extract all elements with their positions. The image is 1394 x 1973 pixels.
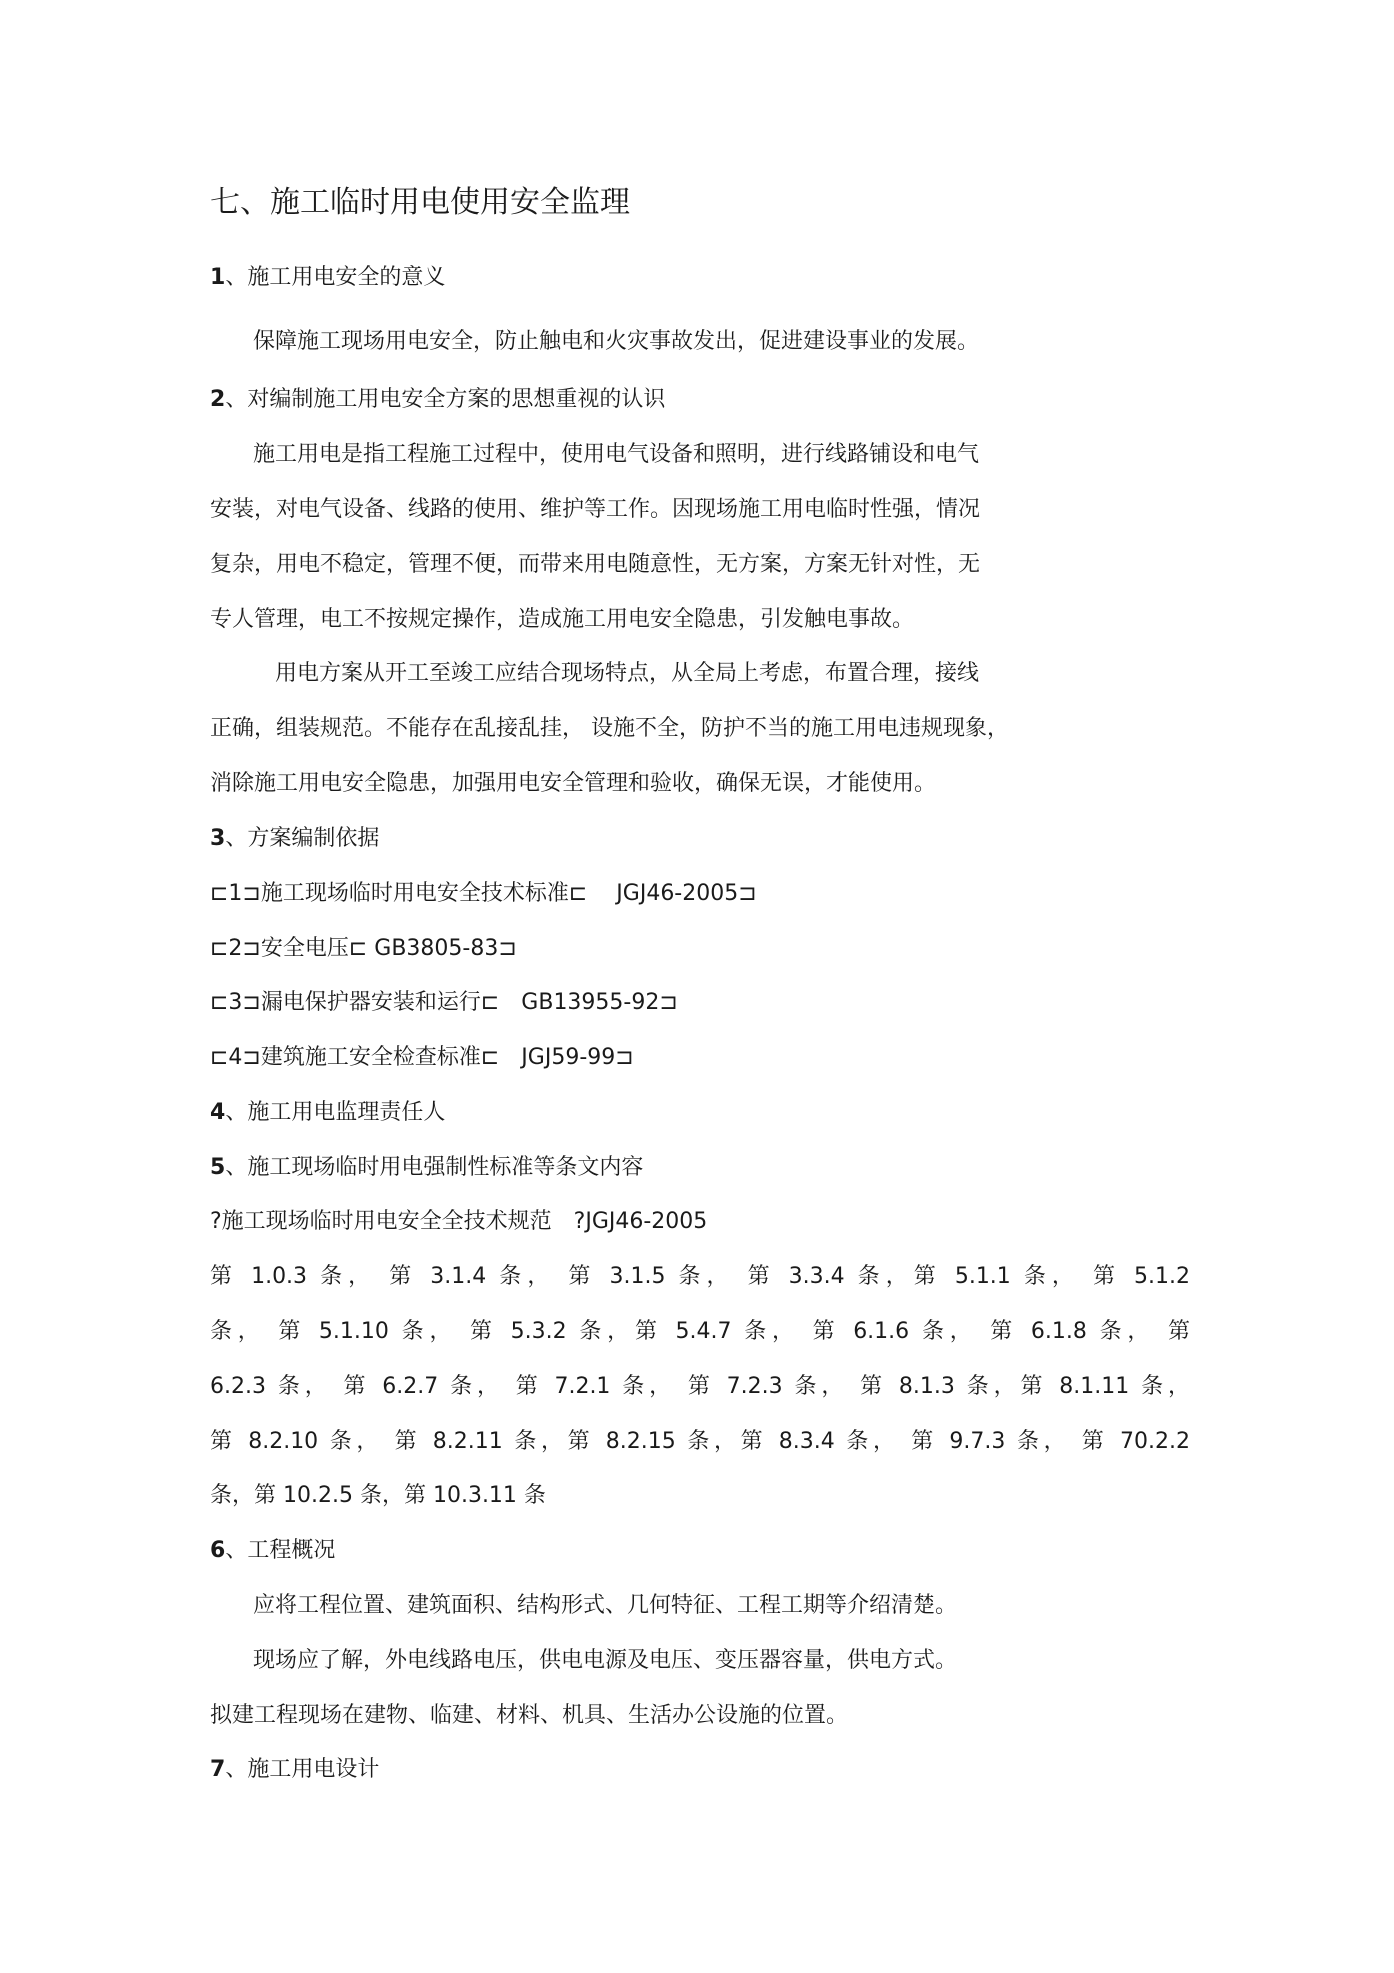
section-number: 4: [210, 1100, 226, 1125]
paragraph-line: 消除施工用电安全隐患，加强用电安全管理和验收，确保无误，才能使用。: [210, 771, 937, 796]
section-number: 1: [210, 265, 226, 290]
reference-item: ⊏1⊐施工现场临时用电安全技术标准⊏ JGJ46-2005⊐: [210, 881, 757, 906]
section-number: 5: [210, 1155, 226, 1180]
section-title: 、方案编制依据: [225, 826, 380, 851]
section-6-heading: [210, 1535, 335, 1567]
paragraph-line: 施工用电是指工程施工过程中，使用电气设备和照明，进行线路铺设和电气: [253, 442, 980, 467]
section-title: 、施工用电监理责任人: [225, 1100, 446, 1125]
paragraph-line: 安装，对电气设备、线路的使用、维护等工作。因现场施工用电临时性强，情况: [210, 497, 981, 522]
clause-list-line: 第 1.0.3 条， 第 3.1.4 条， 第 3.1.5 条， 第 3.3.4 条，第 5.1.1 条， 第 5.1.2: [210, 1264, 1190, 1289]
clause-list-line: 第 8.2.10 条， 第 8.2.11 条，第 8.2.15 条，第 8.3.4 条， 第 9.7.3 条， 第 70.2.2: [210, 1429, 1190, 1454]
section-5-heading: [210, 1152, 643, 1184]
page-title: 七、施工临时用电使用安全监理: [210, 185, 630, 220]
section-7-heading: [210, 1754, 379, 1786]
paragraph-line: 专人管理，电工不按规定操作，造成施工用电安全隐患，引发触电事故。: [210, 607, 915, 632]
section-3-heading: [210, 823, 379, 855]
section-4-heading: [210, 1097, 445, 1129]
section-title: 、施工用电设计: [225, 1757, 380, 1782]
section-title: 、对编制施工用电安全方案的思想重视的认识: [225, 387, 666, 412]
paragraph-line: 应将工程位置、建筑面积、结构形式、几何特征、工程工期等介绍清楚。: [253, 1593, 958, 1618]
section-number: 6: [210, 1538, 226, 1563]
paragraph-line: 正确，组装规范。不能存在乱接乱挂， 设施不全，防护不当的施工用电违规现象，: [210, 716, 1009, 741]
paragraph-line: 现场应了解，外电线路电压，供电电源及电压、变压器容量，供电方式。: [253, 1648, 958, 1673]
paragraph-line: ?施工现场临时用电安全全技术规范 ?JGJ46-2005: [210, 1209, 708, 1234]
section-title: 、工程概况: [225, 1538, 336, 1563]
section-title: 、施工现场临时用电强制性标准等条文内容: [225, 1155, 644, 1180]
section-2-heading: [210, 384, 665, 416]
clause-list-line: 6.2.3 条， 第 6.2.7 条， 第 7.2.1 条， 第 7.2.3 条， 第 8.1.3 条，第 8.1.11 条，: [210, 1374, 1190, 1399]
paragraph-line: 用电方案从开工至竣工应结合现场特点，从全局上考虑，布置合理，接线: [275, 661, 980, 686]
section-1-heading: [210, 262, 445, 294]
reference-item: ⊏2⊐安全电压⊏ GB3805-83⊐: [210, 936, 517, 961]
reference-item: ⊏4⊐建筑施工安全检查标准⊏ JGJ59-99⊐: [210, 1045, 634, 1070]
reference-item: ⊏3⊐漏电保护器安装和运行⊏ GB13955-92⊐: [210, 990, 678, 1015]
paragraph-line: 保障施工现场用电安全，防止触电和火灾事故发出，促进建设事业的发展。: [253, 329, 980, 354]
section-number: 2: [210, 387, 226, 412]
clause-list-line: 条， 第 5.1.10 条， 第 5.3.2 条，第 5.4.7 条， 第 6.1.6 条， 第 6.1.8 条， 第: [210, 1319, 1190, 1344]
paragraph-line: 复杂，用电不稳定，管理不便，而带来用电随意性，无方案，方案无针对性，无: [210, 552, 981, 577]
section-number: 7: [210, 1757, 226, 1782]
clause-list-line: 条，第 10.2.5 条，第 10.3.11 条: [210, 1483, 546, 1508]
section-number: 3: [210, 826, 226, 851]
paragraph-line: 拟建工程现场在建物、临建、材料、机具、生活办公设施的位置。: [210, 1703, 849, 1728]
section-title: 、施工用电安全的意义: [225, 265, 446, 290]
